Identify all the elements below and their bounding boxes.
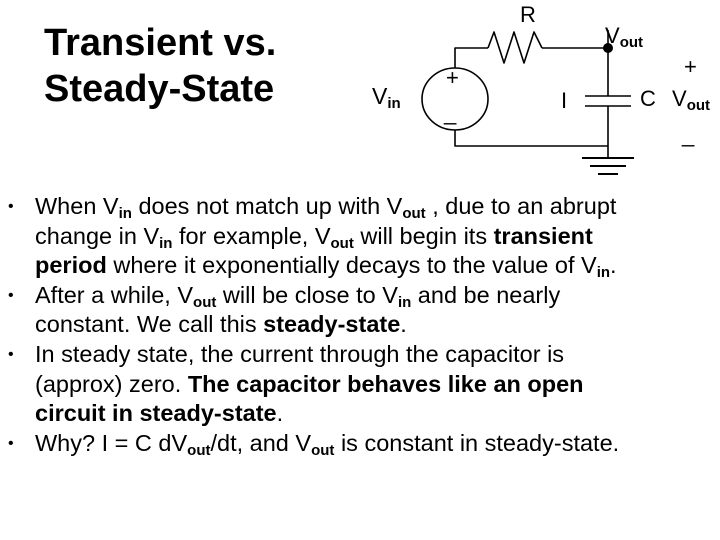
vout-minus-sign: _ bbox=[682, 122, 695, 147]
top-wire-left bbox=[455, 48, 488, 68]
top-wire-right bbox=[542, 48, 608, 96]
bullet-text: change in V bbox=[35, 222, 160, 249]
bullet-text: constant. We call this bbox=[35, 311, 264, 338]
bullet-item bbox=[0, 281, 720, 340]
bullet-line bbox=[35, 192, 720, 222]
subscript-text: out bbox=[311, 441, 335, 459]
subscript-text: out bbox=[402, 205, 426, 222]
bullet-text: will begin its bbox=[353, 222, 494, 249]
vout-plus-sign: + bbox=[684, 54, 697, 79]
bullet-line bbox=[35, 370, 720, 400]
bullet-text: After a while, V bbox=[35, 281, 194, 308]
subscript-text: in bbox=[118, 205, 132, 222]
bullet-text: . bbox=[610, 252, 617, 279]
subscript-text: out bbox=[330, 234, 354, 252]
bullet-line bbox=[35, 340, 720, 370]
resistor-label: R bbox=[520, 2, 536, 27]
capacitor-label: C bbox=[640, 86, 656, 111]
bottom-wire bbox=[455, 130, 608, 158]
bullet-marker: • bbox=[8, 198, 14, 215]
bullet-text: and be nearly bbox=[411, 281, 561, 308]
bullet-item bbox=[0, 429, 720, 459]
bullet-text: will be close to V bbox=[216, 281, 398, 308]
bullet-line bbox=[35, 429, 720, 459]
bullet-text: /dt, and V bbox=[210, 429, 312, 456]
vin-label: Vin bbox=[372, 83, 401, 112]
bullet-marker: • bbox=[8, 345, 14, 363]
bullet-line bbox=[35, 399, 720, 429]
bullet-text: In steady state, the current through the capacitor is bbox=[35, 340, 565, 367]
bullet-text: . bbox=[276, 400, 284, 427]
title-line-2: Steady-State bbox=[44, 68, 275, 110]
rc-circuit-diagram bbox=[0, 0, 720, 190]
subscript-text: in bbox=[159, 234, 173, 252]
bullet-line bbox=[35, 310, 720, 340]
vout-right-label: Vout bbox=[672, 86, 711, 114]
bullet-marker: • bbox=[8, 434, 14, 452]
bullet-text: . bbox=[400, 311, 407, 338]
source-minus-sign: _ bbox=[444, 100, 457, 125]
subscript-text: in bbox=[397, 293, 412, 311]
bullet-text: (approx) zero. bbox=[35, 370, 188, 397]
bullet-list bbox=[0, 192, 720, 458]
bullet-line bbox=[35, 281, 720, 311]
subscript-text: out bbox=[187, 441, 211, 459]
bold-text: The capacitor behaves like an open bbox=[187, 370, 584, 397]
resistor-symbol bbox=[488, 32, 542, 63]
bullet-text: does not match up with V bbox=[131, 193, 403, 219]
bold-text: steady-state bbox=[263, 311, 401, 338]
source-plus-sign: + bbox=[446, 65, 459, 90]
bold-text: circuit in steady-state bbox=[35, 400, 277, 427]
bullet-text: Why? I = C dV bbox=[35, 429, 188, 456]
bold-text: transient bbox=[493, 222, 593, 249]
bold-text: period bbox=[35, 252, 107, 279]
bullet-item bbox=[0, 192, 720, 281]
bullet-item bbox=[0, 340, 720, 429]
current-label: I bbox=[561, 88, 568, 113]
bullet-marker: • bbox=[8, 286, 14, 304]
bullet-text: for example, V bbox=[172, 222, 331, 249]
bullet-text: , due to an abrupt bbox=[425, 193, 617, 219]
subscript-text: out bbox=[193, 293, 217, 311]
bullet-line bbox=[35, 222, 720, 252]
bullet-line bbox=[35, 251, 720, 281]
subscript-text: in bbox=[596, 264, 611, 282]
title-line-1: Transient vs. bbox=[44, 22, 277, 64]
bullet-text: is constant in steady-state. bbox=[334, 429, 620, 456]
bullet-text: When V bbox=[35, 193, 119, 219]
bullet-text: where it exponentially decays to the value of V bbox=[106, 252, 597, 279]
vout-top-label: Vout bbox=[605, 23, 644, 51]
